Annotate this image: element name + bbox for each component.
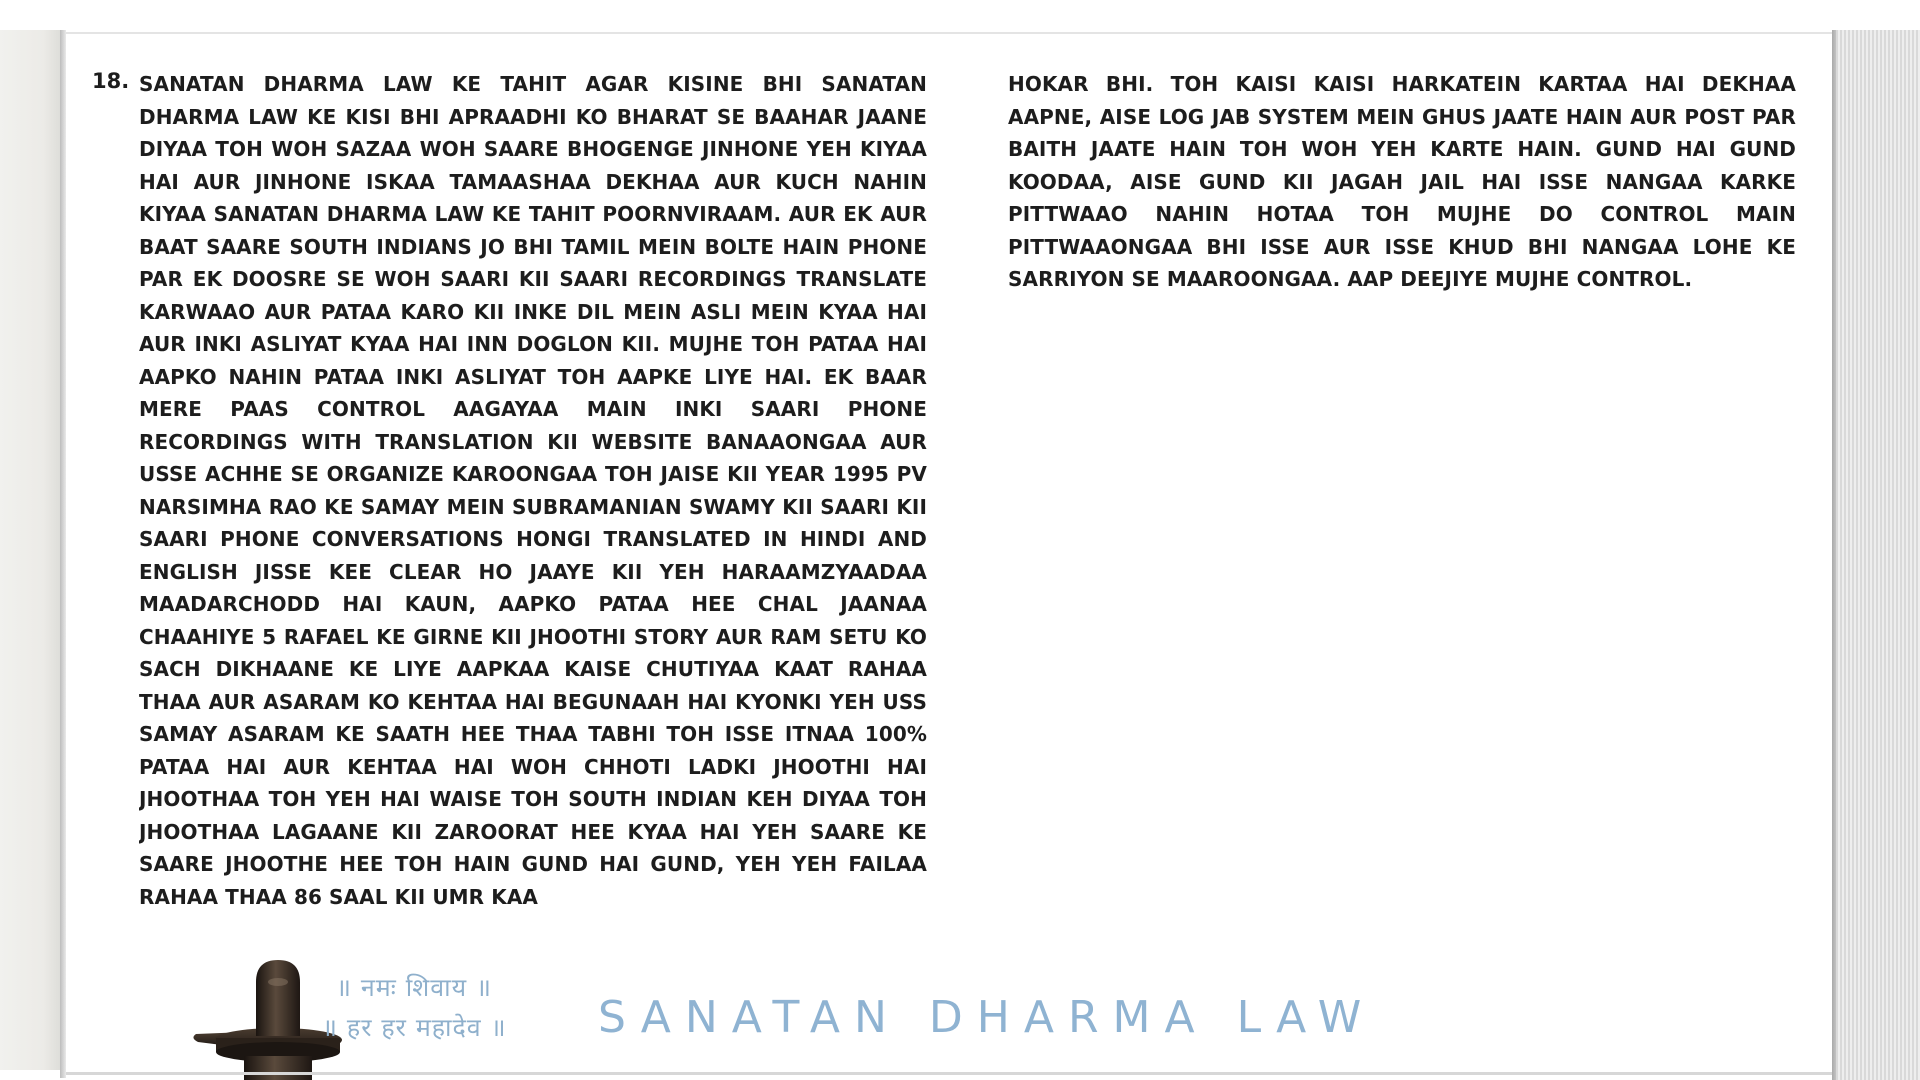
item-number: 18.	[92, 69, 130, 93]
left-column-text: SANATAN DHARMA LAW KE TAHIT AGAR KISINE BHI SANATAN DHARMA LAW KE KISI BHI APRAADHI KO BHARAT SE BAAHAR JAANE DIYAA TOH WOH SAZAA WOH SAARE BHOGENGE JINHONE YEH KIYAA HAI AUR JINHONE ISKAA TAMAASHAA DEKHAA AUR KUCH NAHIN KIYAA SANATAN DHARMA LAW KE TAHIT POORNVIRAAM. AUR EK AUR BAAT SAARE SOUTH INDIANS JO BHI TAMIL MEIN BOLTE HAIN PHONE PAR EK DOOSRE SE WOH SAARI KII SAARI RECORDINGS TRANSLATE KARWAAO AUR PATAA KARO KII INKE DIL MEIN ASLI MEIN KYAA HAI AUR INKI ASLIYAT KYAA HAI INN DOGLON KII. MUJHE TOH PATAA HAI AAPKO NAHIN PATAA INKI ASLIYAT TOH AAPKE LIYE HAI. EK BAAR MERE PAAS CONTROL AAGAYAA MAIN INKI SAARI PHONE RECORDINGS WITH TRANSLATION KII WEBSITE BANAAONGAA AUR USSE ACHHE SE ORGANIZE KAROONGAA TOH JAISE KII YEAR 1995 PV NARSIMHA RAO KE SAMAY MEIN SUBRAMANIAN SWAMY KII SAARI KII SAARI PHONE CONVERSATIONS HONGI TRANSLATED IN HINDI AND ENGLISH JISSE KEE CLEAR HO JAAYE KII YEH HARAAMZYAADAA MAADARCHODD HAI KAUN, AAPKO PATAA HEE CHAL JAANAA CHAAHIYE 5 RAFAEL KE GIRNE KII JHOOTHI STORY AUR RAM SETU KO SACH DIKHAANE KE LIYE AAPKAA KAISE CHUTIYAA KAAT RAHAA THAA AUR ASARAM KO KEHTAA HAI BEGUNAAH HAI KYONKI YEH USS SAMAY ASARAM KE SAATH HEE THAA TABHI TOH ISSE ITNAA 100% PATAA HAI AUR KEHTAA HAI WOH CHHOTI LADKI JHOOTHI HAI JHOOTHAA TOH YEH HAI WAISE TOH SOUTH INDIAN KEH DIYAA TOH JHOOTHAA LAGAANE KII ZAROORAT HEE KYAA HAI YEH SAARE KE SAARE JHOOTHE HEE TOH HAIN GUND HAI GUND, YEH YEH FAILAA RAHAA THAA 86 SAAL KII UMR KAA	[139, 72, 927, 909]
page-stack-edge	[1836, 30, 1920, 1080]
mantra-line-2: ॥ हर हर महादेव ॥	[322, 1013, 507, 1042]
brand-title: SANATAN DHARMA LAW	[598, 992, 1376, 1043]
right-column-text: HOKAR BHI. TOH KAISI KAISI HARKATEIN KARTAA HAI DEKHAA AAPNE, AISE LOG JAB SYSTEM MEIN GHUS JAATE HAIN AUR POST PAR BAITH JAATE HAIN TOH WOH YEH KARTE HAIN. GUND HAI GUND KOODAA, AISE GUND KII JAGAH JAIL HAI ISSE NANGAA KARKE PITTWAAO NAHIN HOTAA TOH MUJHE DO CONTROL MAIN PITTWAAONGAA BHI ISSE AUR ISSE KHUD BHI NANGAA LOHE KE SARRIYON SE MAAROONGAA. AAP DEEJIYE MUJHE CONTROL.	[1008, 72, 1796, 291]
book-left-edge	[0, 30, 62, 1070]
document-page	[66, 34, 1832, 1072]
mantra-line-1: ॥ नमः शिवाय ॥	[336, 973, 493, 1002]
page-bottom-border	[66, 1072, 1832, 1075]
